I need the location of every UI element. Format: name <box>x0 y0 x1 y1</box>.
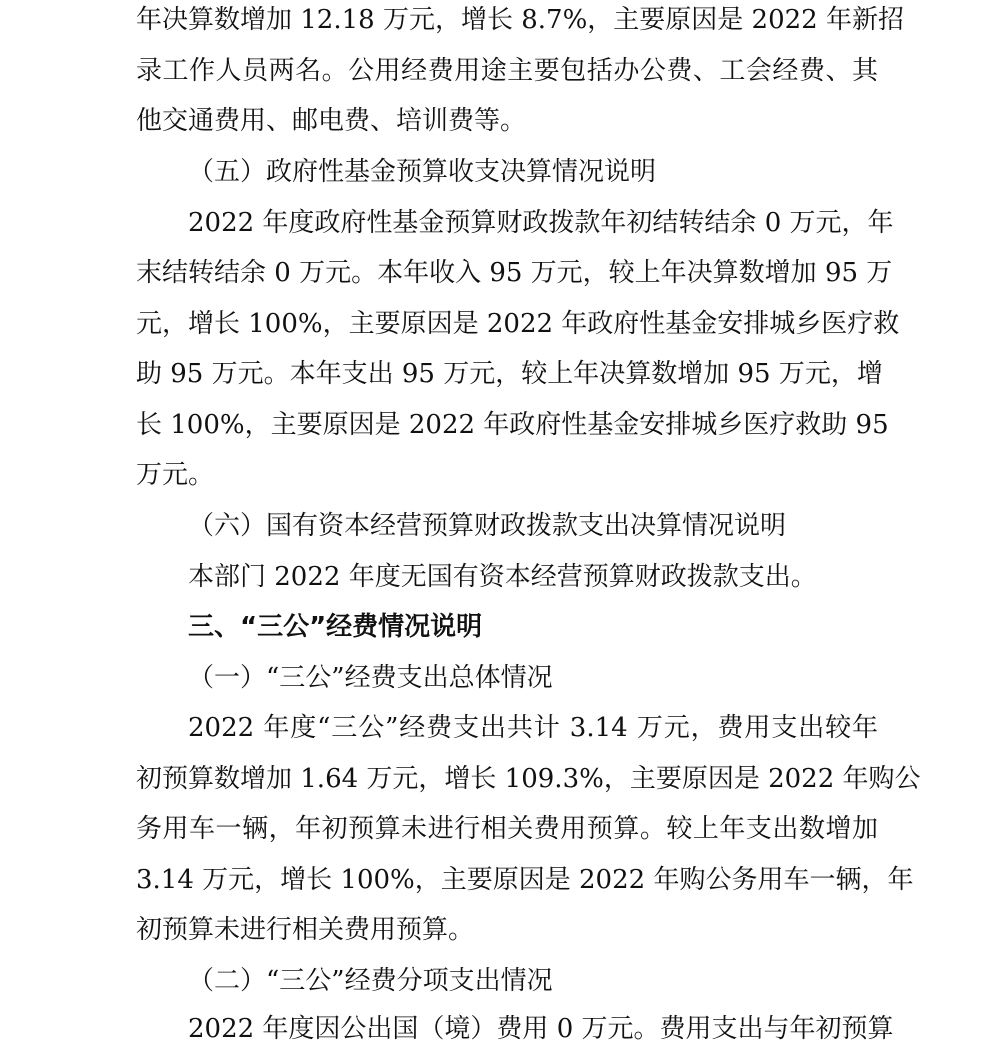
paragraph-line: 本部门 2022 年度无国有资本经营预算财政拨款支出。 <box>188 562 817 592</box>
paragraph-line: 元，增长 100%，主要原因是 2022 年政府性基金安排城乡医疗救 <box>136 309 900 339</box>
section-heading-3-1: （一）“三公”经费支出总体情况 <box>188 663 553 693</box>
section-heading-6: （六）国有资本经营预算财政拨款支出决算情况说明 <box>188 511 787 541</box>
paragraph-line: 2022 年度政府性基金预算财政拨款年初结转结余 0 万元，年 <box>188 208 894 238</box>
paragraph-line: 助 95 万元。本年支出 95 万元，较上年决算数增加 95 万元，增 <box>136 359 883 389</box>
section-heading-3: 三、“三公”经费情况说明 <box>188 612 483 642</box>
paragraph-line: 他交通费用、邮电费、培训费等。 <box>136 106 527 136</box>
paragraph-line: 末结转结余 0 万元。本年收入 95 万元，较上年决算数增加 95 万 <box>136 258 893 288</box>
paragraph-line: 2022 年度“三公”经费支出共计 3.14 万元，费用支出较年 <box>188 713 878 743</box>
paragraph-line: 务用车一辆，年初预算未进行相关费用预算。较上年支出数增加 <box>136 814 878 844</box>
paragraph-line: 3.14 万元，增长 100%，主要原因是 2022 年购公务用车一辆，年 <box>136 865 914 895</box>
paragraph-line: 2022 年度因公出国（境）费用 0 万元。费用支出与年初预算 <box>188 1014 894 1044</box>
paragraph-line: 录工作人员两名。公用经费用途主要包括办公费、工会经费、其 <box>136 56 878 86</box>
paragraph-line: 万元。 <box>136 460 215 490</box>
paragraph-line: 年决算数增加 12.18 万元，增长 8.7%，主要原因是 2022 年新招 <box>136 5 904 35</box>
paragraph-line: 初预算未进行相关费用预算。 <box>136 915 475 945</box>
section-heading-3-2: （二）“三公”经费分项支出情况 <box>188 966 553 996</box>
paragraph-line: 长 100%，主要原因是 2022 年政府性基金安排城乡医疗救助 95 <box>136 410 889 440</box>
paragraph-line: 初预算数增加 1.64 万元，增长 109.3%，主要原因是 2022 年购公 <box>136 764 921 794</box>
section-heading-5: （五）政府性基金预算收支决算情况说明 <box>188 157 657 187</box>
